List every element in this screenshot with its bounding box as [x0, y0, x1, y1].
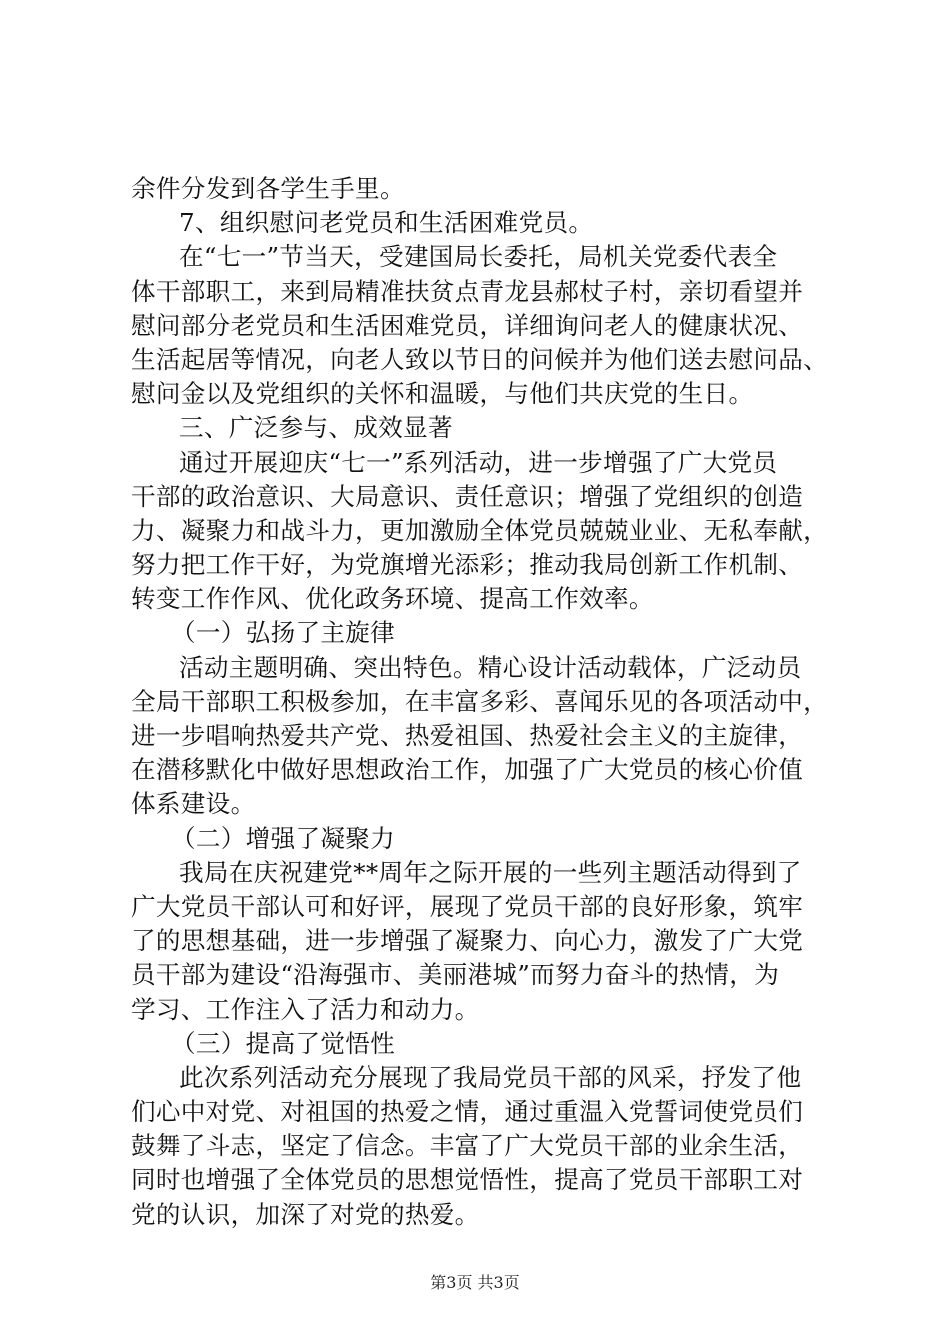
paragraph-line: 鼓舞了斗志，坚定了信念。丰富了广大党员干部的业余生活，: [131, 1131, 804, 1161]
paragraph-line: 慰问金以及党组织的关怀和温暖，与他们共庆党的生日。: [131, 379, 754, 409]
paragraph-line: 同时也增强了全体党员的思想觉悟性，提高了党员干部职工对: [131, 1165, 804, 1195]
page-number-footer: 第3页 共3页: [430, 1273, 520, 1292]
paragraph-line: 进一步唱响热爱共产党、热爱祖国、热爱社会主义的主旋律，: [131, 721, 804, 750]
paragraph-line: 此次系列活动充分展现了我局党员干部的风采，抒发了他: [179, 1062, 802, 1092]
paragraph-line: 我局在庆祝建党**周年之际开展的一些列主题活动得到了: [179, 857, 802, 887]
paragraph-line: 们心中对党、对祖国的热爱之情，通过重温入党誓词使党员们: [131, 1097, 804, 1127]
paragraph-line: 通过开展迎庆“七一”系列活动，进一步增强了广大党员: [179, 447, 778, 477]
subsection-heading: （二）增强了凝聚力: [171, 823, 396, 853]
paragraph-line: 活动主题明确、突出特色。精心设计活动载体，广泛动员: [179, 652, 802, 682]
section-heading: 三、广泛参与、成效显著: [179, 413, 453, 443]
paragraph-line: 在潜移默化中做好思想政治工作，加强了广大党员的核心价值: [131, 755, 804, 785]
paragraph-line: 力、凝聚力和战斗力，更加激励全体党员兢兢业业、无私奉献，: [131, 515, 829, 545]
paragraph-line: 慰问部分老党员和生活困难党员，详细询问老人的健康状况、: [131, 310, 804, 340]
paragraph-line: 了的思想基础，进一步增强了凝聚力、向心力，激发了广大党: [131, 926, 804, 956]
paragraph-line: 转变工作作风、优化政务环境、提高工作效率。: [131, 584, 654, 614]
paragraph-line: 党的认识，加深了对党的热爱。: [131, 1199, 480, 1229]
paragraph-line: 在“七一”节当天，受建国局长委托，局机关党委代表全: [179, 242, 778, 272]
list-item-heading: 7、组织慰问老党员和生活困难党员。: [179, 208, 594, 238]
paragraph-line: 生活起居等情况，向老人致以节日的问候并为他们送去慰问品、: [131, 344, 829, 374]
paragraph-line: 余件分发到各学生手里。: [131, 174, 405, 203]
paragraph-line: 体干部职工，来到局精准扶贫点青龙县郝杖子村，亲切看望并: [131, 276, 804, 306]
paragraph-line: 干部的政治意识、大局意识、责任意识；增强了党组织的创造: [131, 481, 804, 511]
subsection-heading: （三）提高了觉悟性: [171, 1028, 396, 1058]
paragraph-line: 广大党员干部认可和好评，展现了党员干部的良好形象，筑牢: [131, 891, 804, 921]
paragraph-line: 体系建设。: [131, 789, 256, 819]
paragraph-line: 员干部为建设“沿海强市、美丽港城”而努力奋斗的热情，为: [131, 960, 780, 990]
document-body: [131, 172, 831, 1232]
paragraph-line: 学习、工作注入了活力和动力。: [131, 994, 480, 1024]
paragraph-line: 努力把工作干好，为党旗增光添彩；推动我局创新工作机制、: [131, 550, 804, 580]
subsection-heading: （一）弘扬了主旋律: [171, 618, 396, 648]
paragraph-line: 全局干部职工积极参加，在丰富多彩、喜闻乐见的各项活动中，: [131, 686, 829, 716]
